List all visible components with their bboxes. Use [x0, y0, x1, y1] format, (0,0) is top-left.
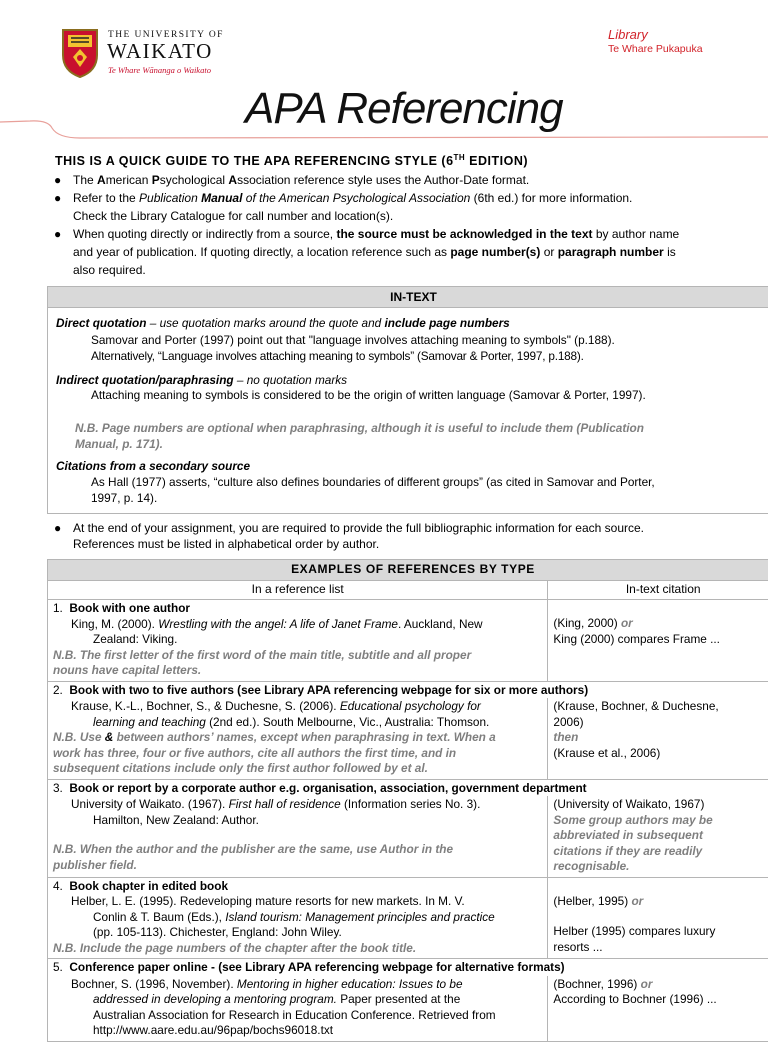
- citation-cell: [548, 976, 768, 1042]
- in-text-section: [47, 286, 768, 514]
- intro-bullet-quoting: ● When quoting directly or indirectly from a source, the source must be acknowledged in the text by author name and year of publication. If quoting directly, a location reference such as page number(s) or paragraph number is also required.: [73, 225, 733, 279]
- citation-example: (Bochner, 1996) or: [553, 977, 768, 993]
- table-row: [48, 600, 768, 682]
- table-row: [48, 779, 768, 796]
- university-name: WAIKATO: [107, 39, 213, 64]
- in-text-band: IN-TEXT: [48, 287, 768, 308]
- direct-quotation-heading: Direct quotation – use quotation marks around the quote and include page numbers: [56, 316, 510, 332]
- citation-example: (King, 2000) or: [553, 616, 768, 632]
- university-crest-logo: [60, 27, 100, 79]
- page-number-note: N.B. Page numbers are optional when paraphrasing, although it is useful to include them (Publication Manual, p. 171).: [75, 421, 644, 452]
- reference-example-cont: Hamilton, New Zealand: Author.: [53, 813, 542, 829]
- bullet-icon: ●: [54, 189, 61, 207]
- citation-cell: [548, 796, 768, 877]
- table-row: [48, 959, 768, 976]
- reference-example-cont: Conlin & T. Baum (Eds.), Island tourism: Management principles and practice: [53, 910, 542, 926]
- table-row: [48, 976, 768, 1042]
- intro-bullet-apa: ● The American Psychological Association reference style uses the Author-Date format.: [73, 171, 529, 189]
- bullet-icon: ●: [54, 520, 61, 536]
- citation-example: (Helber, 1995) or: [553, 894, 768, 910]
- reference-examples-table: [47, 559, 768, 1042]
- citation-example: resorts ...: [553, 940, 768, 956]
- citation-cell: [548, 877, 768, 959]
- reference-note: N.B. When the author and the publisher are the same, use Author in the publisher field.: [53, 842, 542, 873]
- reference-cell: [48, 976, 548, 1042]
- reference-url[interactable]: http://www.aare.edu.au/96pap/bochs96018.txt: [53, 1023, 542, 1039]
- citation-example: (Krause, Bochner, & Duchesne,: [553, 699, 768, 715]
- library-title: Library: [608, 27, 648, 42]
- citation-cell: [548, 698, 768, 779]
- citation-note: Some group authors may be abbreviated in subsequent citations if they are readily recognisable.: [553, 813, 768, 875]
- reference-type-heading: 4. Book chapter in edited book: [53, 879, 542, 895]
- guide-heading: THIS IS A QUICK GUIDE TO THE APA REFERENCING STYLE (6TH EDITION): [55, 153, 528, 168]
- reference-note: N.B. The first letter of the first word of the main title, subtitle and all proper nouns have capital letters.: [53, 648, 542, 679]
- column-header-reference-list: In a reference list: [48, 580, 548, 600]
- bullet-icon: ●: [54, 225, 61, 243]
- reference-type-heading: 1. Book with one author: [53, 601, 542, 617]
- reference-table-band: EXAMPLES OF REFERENCES BY TYPE: [48, 560, 768, 581]
- reference-table-band-row: [48, 560, 768, 581]
- reference-cell: [48, 796, 548, 877]
- indirect-quotation-heading: Indirect quotation/paraphrasing – no quotation marks: [56, 373, 347, 389]
- reference-note: N.B. Use & between authors’ names, except when paraphrasing in text. When a work has three, four or five authors, cite all authors the first time, and in subsequent citations include only the first author followed by et al.: [53, 730, 542, 777]
- column-header-in-text: In-text citation: [548, 580, 768, 600]
- reference-example-cont: (pp. 105-113). Chichester, England: John Wiley.: [53, 925, 542, 941]
- library-subtitle: Te Whare Pukapuka: [608, 43, 703, 55]
- citation-connector: then: [553, 730, 768, 746]
- reference-type-heading-cell: 5. Conference paper online - (see Library APA referencing webpage for alternative formats): [48, 959, 768, 976]
- indirect-quotation-example: Attaching meaning to symbols is considered to be the origin of written language (Samovar & Porter, 1997).: [91, 388, 646, 404]
- table-row: [48, 698, 768, 779]
- citation-cell: [548, 600, 768, 682]
- reference-example: Helber, L. E. (1995). Redeveloping mature resorts for new markets. In M. V.: [53, 894, 542, 910]
- reference-table-header-row: [48, 580, 768, 600]
- citation-example: Helber (1995) compares luxury: [553, 924, 768, 940]
- reference-example: University of Waikato. (1967). First hall of residence (Information series No. 3).: [53, 797, 542, 813]
- reference-example: King, M. (2000). Wrestling with the angel: A life of Janet Frame. Auckland, New: [53, 617, 542, 633]
- reference-type-heading-cell: 2. Book with two to five authors (see Library APA referencing webpage for six or more authors): [48, 681, 768, 698]
- reference-cell: [48, 600, 548, 682]
- reference-example-cont: Australian Association for Research in Education Conference. Retrieved from: [53, 1008, 542, 1024]
- direct-quotation-example-2: Alternatively, “Language involves attaching meaning to symbols” (Samovar & Porter, 1997, p.188).: [91, 349, 584, 365]
- citation-example: King (2000) compares Frame ...: [553, 632, 768, 648]
- end-of-assignment-note: ● At the end of your assignment, you are required to provide the full bibliographic information for each source. References must be listed in alphabetical order by author.: [73, 520, 644, 552]
- reference-example: Krause, K.-L., Bochner, S., & Duchesne, S. (2006). Educational psychology for: [53, 699, 542, 715]
- citation-example: 2006): [553, 715, 768, 731]
- reference-example-cont: addressed in developing a mentoring program. Paper presented at the: [53, 992, 542, 1008]
- table-row: [48, 877, 768, 959]
- reference-example-cont: Zealand: Viking.: [53, 632, 542, 648]
- reference-example: Bochner, S. (1996, November). Mentoring in higher education: Issues to be: [53, 977, 542, 993]
- direct-quotation-example-1: Samovar and Porter (1997) point out that "language involves attaching meaning to symbols" (p.188).: [91, 333, 615, 349]
- page-title: APA Referencing: [245, 84, 563, 134]
- reference-cell: [48, 698, 548, 779]
- university-maori-name: Te Whare Wānanga o Waikato: [108, 65, 211, 75]
- university-label-small: THE UNIVERSITY OF: [108, 30, 224, 40]
- intro-bullet-manual: ● Refer to the Publication Manual of the American Psychological Association (6th ed.) for more information. Check the Library Catalogue for call number and location(s).: [73, 189, 632, 225]
- citation-example: (University of Waikato, 1967): [553, 797, 768, 813]
- reference-note: N.B. Include the page numbers of the chapter after the book title.: [53, 941, 542, 957]
- table-row: [48, 796, 768, 877]
- table-row: [48, 681, 768, 698]
- citation-example: (Krause et al., 2006): [553, 746, 768, 762]
- reference-example-cont: learning and teaching (2nd ed.). South Melbourne, Vic., Australia: Thomson.: [53, 715, 542, 731]
- secondary-source-heading: Citations from a secondary source: [56, 459, 250, 475]
- bullet-icon: ●: [54, 171, 61, 189]
- reference-cell: [48, 877, 548, 959]
- secondary-source-example: As Hall (1977) asserts, “culture also defines boundaries of different groups” (as cited in Samovar and Porter, 1997, p. 14).: [91, 475, 655, 506]
- citation-example: According to Bochner (1996) ...: [553, 992, 768, 1008]
- reference-type-heading-cell: 3. Book or report by a corporate author e.g. organisation, association, government department: [48, 779, 768, 796]
